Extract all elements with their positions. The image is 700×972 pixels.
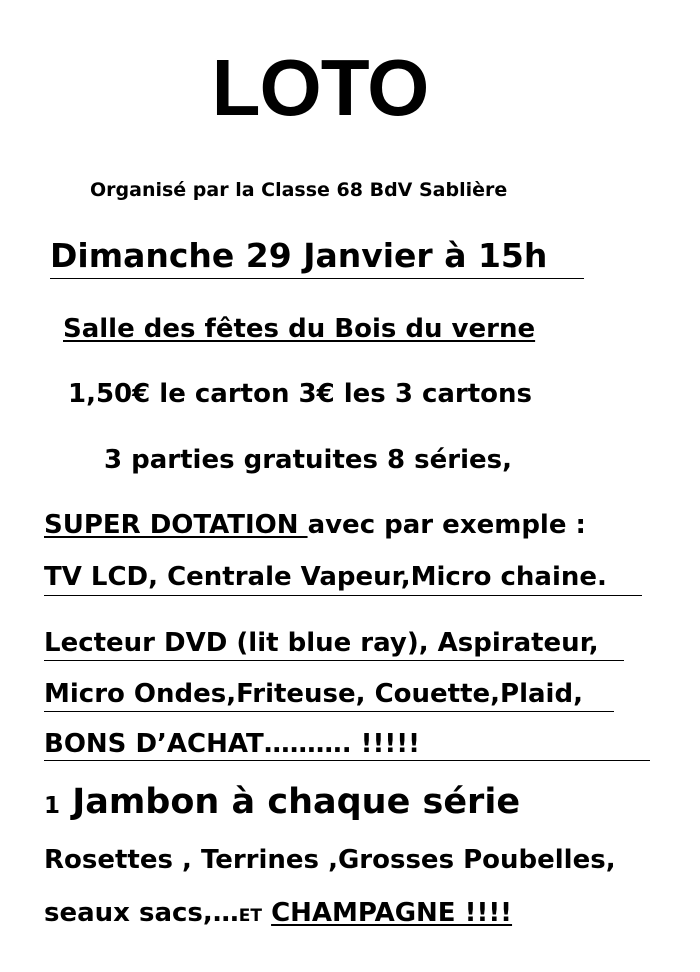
prize-list-line: BONS D’ACHAT………. !!!!! [44, 729, 420, 759]
prize-underline [44, 660, 624, 661]
prize-list-line: Micro Ondes,Friteuse, Couette,Plaid, [44, 679, 583, 709]
date-underline [50, 278, 584, 279]
super-dotation-label: SUPER DOTATION [44, 510, 308, 540]
event-date: Dimanche 29 Janvier à 15h [50, 236, 548, 275]
event-venue: Salle des fêtes du Bois du verne [63, 314, 536, 344]
prize-list-line: Lecteur DVD (lit blue ray), Aspirateur, [44, 628, 599, 658]
extra-prizes-line: Rosettes , Terrines ,Grosses Poubelles, [44, 845, 616, 875]
prize-pool-line [44, 512, 586, 538]
ham-count: 1 [44, 793, 61, 819]
champagne-highlight: CHAMPAGNE !!!! [271, 898, 513, 928]
prize-underline [44, 760, 650, 761]
card-prices: 1,50€ le carton 3€ les 3 cartons [68, 379, 533, 409]
free-games-info: 3 parties gratuites 8 séries, [104, 445, 513, 475]
et-word: ET [238, 906, 262, 926]
flyer-title: LOTO [211, 43, 429, 132]
prize-list-line: TV LCD, Centrale Vapeur,Micro chaine. [44, 562, 607, 592]
extra-prizes-start: seaux sacs,… [44, 898, 239, 928]
prize-underline [44, 711, 614, 712]
ham-prize-line [44, 782, 521, 822]
ham-prize-text: Jambon à chaque série [60, 782, 521, 822]
extra-prizes-line [44, 900, 512, 926]
prize-pool-intro: avec par exemple : [307, 510, 586, 540]
organizer-line: Organisé par la Classe 68 BdV Sablière [90, 179, 508, 201]
prize-underline [44, 595, 642, 596]
